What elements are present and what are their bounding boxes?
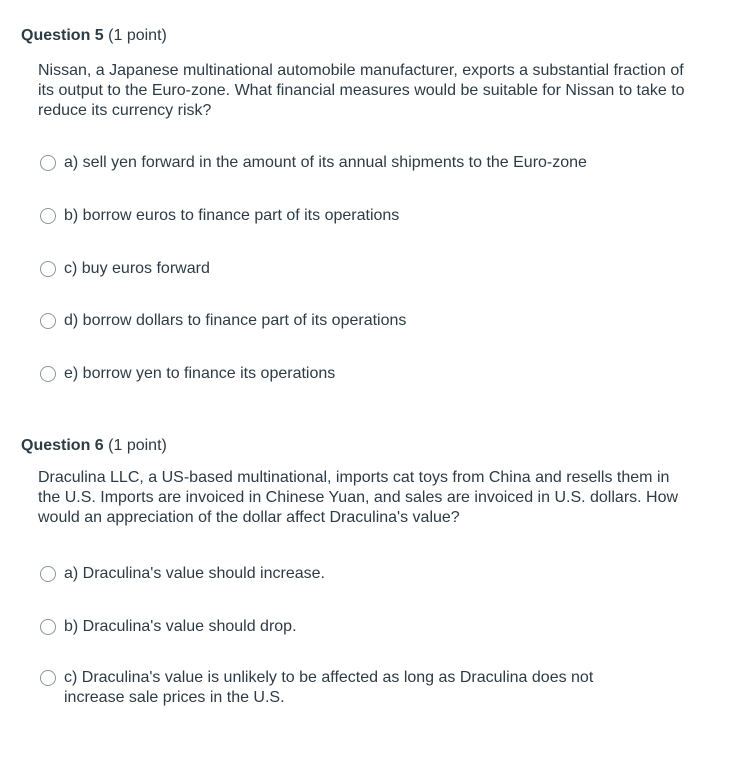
radio-button[interactable] [40,366,56,382]
question-5-option-a[interactable] [40,153,644,173]
question-6-option-c[interactable] [40,668,644,708]
question-5 [21,26,721,382]
option-label: a) sell yen forward in the amount of its annual shipments to the Euro-zone [64,154,587,171]
question-6 [21,436,721,706]
question-5-header [21,26,721,46]
question-6-title: Question 6 [21,437,104,454]
option-label: b) borrow euros to finance part of its operations [64,207,400,224]
radio-button[interactable] [40,670,56,686]
question-5-title: Question 5 [21,27,104,44]
question-5-points: (1 point) [108,27,167,44]
radio-button[interactable] [40,155,56,171]
question-5-option-e[interactable] [40,364,644,384]
question-6-option-b[interactable] [40,617,644,637]
option-label: b) Draculina's value should drop. [64,618,297,635]
question-6-header [21,436,721,456]
option-label: c) buy euros forward [64,260,210,277]
question-5-option-d[interactable] [40,311,644,331]
radio-button[interactable] [40,208,56,224]
question-6-text: Draculina LLC, a US-based multinational, imports cat toys from China and resells them in the U.S. Imports are invoiced in Chinese Yuan, and sales are invoiced in U.S. dollars. How would an appreciation of the dollar affect Draculina's value? [38,469,679,526]
question-6-points: (1 point) [108,437,167,454]
option-label: e) borrow yen to finance its operations [64,365,336,382]
radio-button[interactable] [40,566,56,582]
question-5-text: Nissan, a Japanese multinational automobile manufacturer, exports a substantial fraction of its output to the Euro-zone. What financial measures would be suitable for Nissan to take to reduce its currency risk? [38,62,685,119]
radio-button[interactable] [40,619,56,635]
radio-button[interactable] [40,261,56,277]
question-5-option-c[interactable] [40,259,644,279]
question-5-option-b[interactable] [40,206,644,226]
question-6-option-a[interactable] [40,564,644,584]
option-label: a) Draculina's value should increase. [64,565,325,582]
option-label: c) Draculina's value is unlikely to be affected as long as Draculina does not increase sale prices in the U.S. [64,669,594,706]
option-label: d) borrow dollars to finance part of its operations [64,312,407,329]
radio-button[interactable] [40,313,56,329]
